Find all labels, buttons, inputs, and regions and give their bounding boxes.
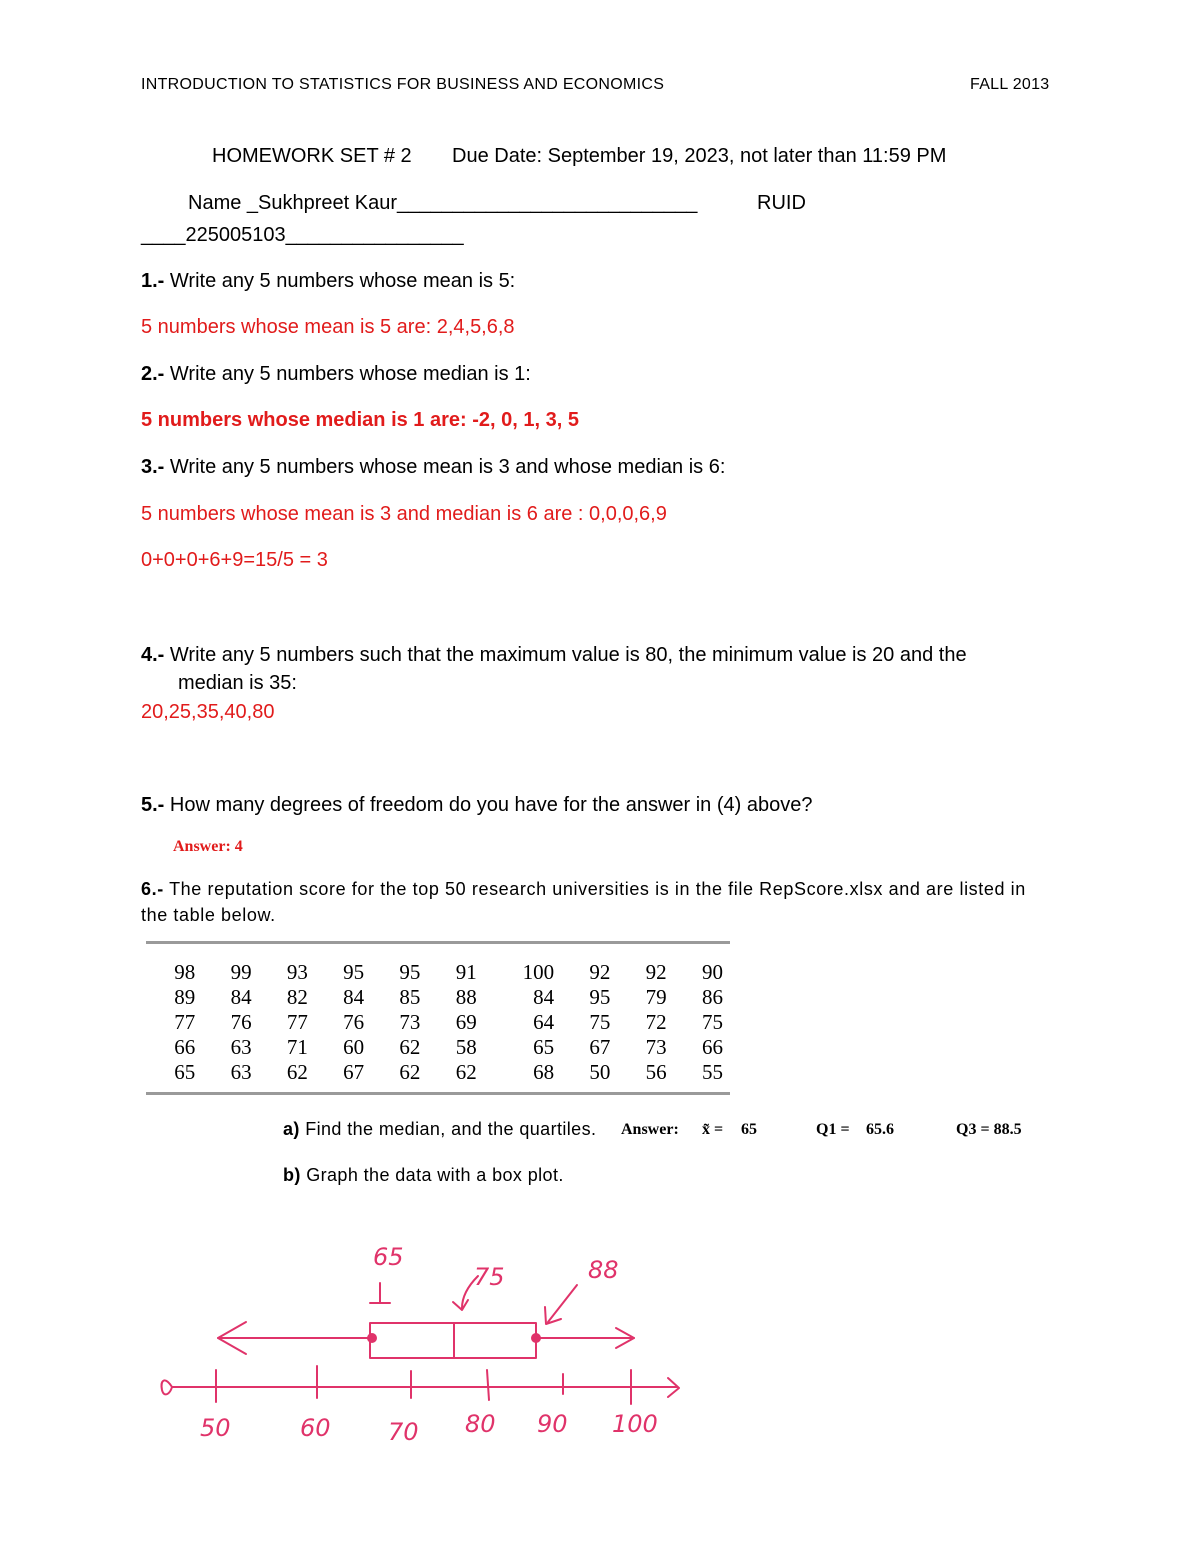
- question-1-text: Write any 5 numbers whose mean is 5:: [164, 270, 516, 292]
- table-cell: 92: [589, 960, 611, 984]
- q1-value: 65.6: [866, 1121, 894, 1138]
- answer-5: Answer: 4: [173, 838, 243, 855]
- course-title: INTRODUCTION TO STATISTICS FOR BUSINESS AND ECONOMICS: [141, 76, 665, 93]
- question-6: [141, 879, 1026, 900]
- table-cell: 56: [645, 1060, 667, 1084]
- median-annotation: 75: [474, 1263, 505, 1291]
- table-cell: 75: [702, 1010, 723, 1034]
- table-cell: 84: [230, 985, 252, 1009]
- scores-table: [146, 944, 730, 1094]
- question-5: [141, 794, 812, 817]
- q1-label: Q1 =: [816, 1121, 850, 1138]
- due-date: Due Date: September 19, 2023, not later than 11:59 PM: [452, 145, 947, 167]
- table-cell: 55: [702, 1060, 723, 1084]
- part-a-text: Find the median, and the quartiles.: [299, 1119, 597, 1139]
- part-b-label: b): [283, 1165, 301, 1185]
- answer-2: 5 numbers whose median is 1 are: -2, 0, 1, 3, 5: [141, 409, 579, 431]
- table-cell: 65: [533, 1035, 555, 1059]
- q1-pointer: [370, 1283, 390, 1303]
- median-value: 65: [741, 1121, 757, 1138]
- question-3: [141, 456, 725, 479]
- question-5-number: 5.-: [141, 794, 165, 816]
- question-4-text-line2: median is 35:: [178, 672, 297, 694]
- axis-label: 50: [200, 1414, 231, 1442]
- table-cell: 95: [589, 985, 611, 1009]
- axis-label: 80: [465, 1410, 496, 1438]
- q1-annotation: 65: [373, 1243, 404, 1271]
- student-name: Name _Sukhpreet Kaur___________________________: [188, 192, 698, 214]
- table-cell: 67: [589, 1035, 611, 1059]
- table-row: [146, 1010, 730, 1035]
- table-cell: 71: [286, 1035, 308, 1059]
- ruid-label: RUID: [757, 192, 806, 214]
- table-cell: 93: [286, 960, 308, 984]
- table-cell: 79: [645, 985, 667, 1009]
- question-1-number: 1.-: [141, 270, 165, 292]
- table-cell: 62: [455, 1060, 477, 1084]
- question-2-number: 2.-: [141, 363, 165, 385]
- question-1: [141, 270, 515, 293]
- homework-title: HOMEWORK SET # 2: [212, 145, 412, 167]
- question-3-number: 3.-: [141, 456, 165, 478]
- part-a: [283, 1119, 596, 1140]
- table-cell: 75: [589, 1010, 611, 1034]
- table-cell: 68: [533, 1060, 555, 1084]
- table-cell: 88: [455, 985, 477, 1009]
- table-cell: 86: [702, 985, 723, 1009]
- table-cell: 77: [174, 1010, 196, 1034]
- q1-dot: [367, 1333, 377, 1343]
- table-cell: 62: [286, 1060, 308, 1084]
- question-6-text-line2: the table below.: [141, 905, 276, 925]
- table-cell: 65: [174, 1060, 196, 1084]
- question-6-text: The reputation score for the top 50 research universities is in the file RepScore.xlsx and are listed in: [163, 879, 1026, 899]
- table-cell: 73: [399, 1010, 421, 1034]
- table-row: [146, 985, 730, 1010]
- part-b: [283, 1165, 564, 1186]
- table-row: [146, 944, 730, 985]
- number-line-left-end: [162, 1380, 172, 1394]
- table-cell: 90: [702, 960, 723, 984]
- q3-dot: [531, 1333, 541, 1343]
- table-cell: 76: [343, 1010, 365, 1034]
- axis-label: 100: [612, 1410, 658, 1438]
- table-row: [146, 1035, 730, 1060]
- table-cell: 82: [286, 985, 308, 1009]
- table-cell: 91: [455, 960, 477, 984]
- answer-3: 5 numbers whose mean is 3 and median is 6 are : 0,0,0,6,9: [141, 503, 667, 525]
- table-cell: 84: [533, 985, 555, 1009]
- table-cell: 73: [645, 1035, 667, 1059]
- q3-pointer: [545, 1285, 577, 1324]
- question-3-text: Write any 5 numbers whose mean is 3 and whose median is 6:: [164, 456, 726, 478]
- answer-label: Answer:: [621, 1121, 679, 1138]
- table-cell: 98: [174, 960, 196, 984]
- table-cell: 63: [230, 1035, 252, 1059]
- question-4-number: 4.-: [141, 644, 165, 666]
- question-2-text: Write any 5 numbers whose median is 1:: [164, 363, 531, 385]
- table-cell: 89: [174, 985, 196, 1009]
- table-cell: 62: [399, 1060, 421, 1084]
- table-cell: 85: [399, 985, 421, 1009]
- q3-annotation: 88: [588, 1256, 619, 1284]
- table-cell: 92: [645, 960, 667, 984]
- axis-label: 90: [537, 1410, 568, 1438]
- term-label: FALL 2013: [970, 76, 1050, 93]
- question-5-text: How many degrees of freedom do you have for the answer in (4) above?: [164, 794, 813, 816]
- table-cell: 64: [533, 1010, 555, 1034]
- table-cell: 99: [230, 960, 252, 984]
- axis-label: 60: [300, 1414, 331, 1442]
- question-6-number: 6.-: [141, 879, 164, 899]
- question-2: [141, 363, 531, 386]
- q3-label: Q3 = 88.5: [956, 1121, 1022, 1138]
- table-cell: 84: [343, 985, 365, 1009]
- table-cell: 69: [455, 1010, 477, 1034]
- question-4-text: Write any 5 numbers such that the maximum value is 80, the minimum value is 20 and the: [164, 644, 967, 666]
- table-cell: 77: [286, 1010, 308, 1034]
- answer-1: 5 numbers whose mean is 5 are: 2,4,5,6,8: [141, 316, 515, 338]
- axis-label: 70: [388, 1418, 419, 1446]
- ruid-value: ____225005103________________: [141, 224, 464, 246]
- question-4: [141, 644, 967, 667]
- table-cell: 66: [174, 1035, 196, 1059]
- table-row: [146, 1060, 730, 1094]
- table-cell: 66: [702, 1035, 723, 1059]
- table-cell: 62: [399, 1035, 421, 1059]
- answer-4: 20,25,35,40,80: [141, 701, 275, 723]
- table-cell: 72: [645, 1010, 667, 1034]
- table-cell: 60: [343, 1035, 365, 1059]
- median-symbol: x̃ =: [702, 1121, 724, 1138]
- table-cell: 58: [455, 1035, 477, 1059]
- part-b-text: Graph the data with a box plot.: [300, 1165, 564, 1185]
- table-cell: 67: [343, 1060, 365, 1084]
- box-plot-sketch: [0, 1220, 1200, 1460]
- table-cell: 50: [589, 1060, 611, 1084]
- table-cell: 63: [230, 1060, 252, 1084]
- table-cell: 100: [522, 960, 555, 984]
- table-cell: 76: [230, 1010, 252, 1034]
- part-a-label: a): [283, 1119, 300, 1139]
- table-cell: 95: [343, 960, 365, 984]
- table-cell: 95: [399, 960, 421, 984]
- answer-3-work: 0+0+0+6+9=15/5 = 3: [141, 549, 328, 571]
